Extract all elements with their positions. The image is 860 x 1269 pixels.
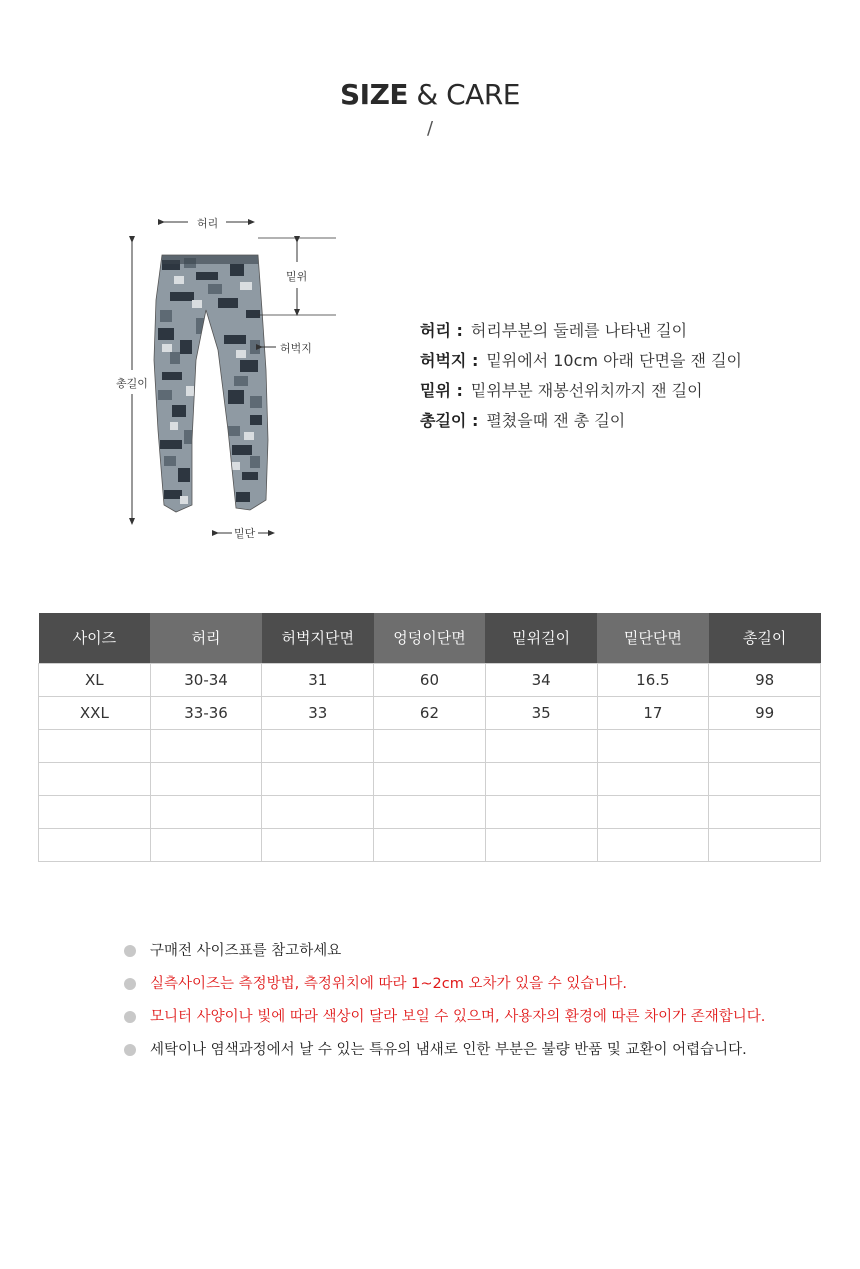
table-cell	[262, 828, 374, 861]
table-cell	[374, 729, 486, 762]
table-cell: 17	[597, 696, 709, 729]
table-cell: 60	[374, 663, 486, 696]
definition-waist: 허리 : 허리부분의 둘레를 나타낸 길이	[420, 321, 688, 340]
label-rise: 밑위	[286, 270, 308, 283]
table-cell: 33-36	[150, 696, 262, 729]
table-row	[39, 729, 821, 762]
table-cell	[150, 795, 262, 828]
table-row	[39, 795, 821, 828]
title-bold: SIZE	[339, 78, 408, 111]
table-cell	[485, 795, 597, 828]
table-cell	[597, 828, 709, 861]
header-waist: 허리	[150, 613, 262, 663]
bullet-icon	[124, 978, 136, 990]
header-hip: 엉덩이단면	[374, 613, 486, 663]
label-thigh: 허벅지	[280, 342, 312, 355]
table-cell	[597, 762, 709, 795]
note-item: 세탁이나 염색과정에서 날 수 있는 특유의 냄새로 인한 부분은 불량 반품 및 교환이 어렵습니다.	[124, 1033, 765, 1066]
table-cell: XL	[39, 663, 151, 696]
label-waist: 허리	[197, 217, 219, 230]
table-cell	[374, 828, 486, 861]
table-cell	[597, 795, 709, 828]
table-row	[39, 762, 821, 795]
table-row	[39, 828, 821, 861]
table-cell: 34	[485, 663, 597, 696]
table-cell	[374, 795, 486, 828]
table-cell	[709, 828, 821, 861]
note-item: 실측사이즈는 측정방법, 측정위치에 따라 1~2cm 오차가 있을 수 있습니다.	[124, 967, 765, 1000]
header-length: 총길이	[709, 613, 821, 663]
definition-length: 총길이 : 펼쳤을때 잰 총 길이	[420, 411, 626, 430]
table-cell: 62	[374, 696, 486, 729]
page-title	[0, 78, 860, 111]
table-cell: 33	[262, 696, 374, 729]
table-cell	[262, 762, 374, 795]
table-cell: 16.5	[597, 663, 709, 696]
bullet-icon	[124, 1011, 136, 1023]
table-cell	[485, 762, 597, 795]
table-cell	[262, 795, 374, 828]
label-length: 총길이	[116, 377, 148, 390]
title-divider: /	[426, 118, 434, 139]
bullet-icon	[124, 945, 136, 957]
label-hem: 밑단	[234, 527, 256, 540]
table-cell: 35	[485, 696, 597, 729]
table-cell	[597, 729, 709, 762]
table-cell	[39, 828, 151, 861]
table-cell: XXL	[39, 696, 151, 729]
definition-rise: 밑위 : 밑위부분 재봉선위치까지 잰 길이	[420, 381, 703, 400]
table-cell	[485, 828, 597, 861]
measurement-definitions	[420, 316, 742, 436]
table-cell	[150, 828, 262, 861]
header-thigh: 허벅지단면	[262, 613, 374, 663]
table-cell	[709, 762, 821, 795]
definition-thigh: 허벅지 : 밑위에서 10cm 아래 단면을 잰 길이	[420, 351, 742, 370]
care-notes	[124, 934, 765, 1066]
table-cell: 30-34	[150, 663, 262, 696]
table-cell	[39, 729, 151, 762]
note-item: 구매전 사이즈표를 참고하세요	[124, 934, 765, 967]
table-cell	[709, 795, 821, 828]
header-hem: 밑단단면	[597, 613, 709, 663]
table-cell	[39, 795, 151, 828]
table-cell: 98	[709, 663, 821, 696]
table-row	[39, 663, 821, 696]
table-cell	[374, 762, 486, 795]
table-cell	[39, 762, 151, 795]
table-cell	[485, 729, 597, 762]
header-rise: 밑위길이	[485, 613, 597, 663]
table-cell: 31	[262, 663, 374, 696]
table-header-row	[39, 613, 821, 663]
table-cell	[262, 729, 374, 762]
table-cell: 99	[709, 696, 821, 729]
table-row	[39, 696, 821, 729]
size-table	[38, 613, 821, 862]
header-size: 사이즈	[39, 613, 151, 663]
note-item: 모니터 사양이나 빛에 따라 색상이 달라 보일 수 있으며, 사용자의 환경에 따른 차이가 존재합니다.	[124, 1000, 765, 1033]
table-cell	[709, 729, 821, 762]
measurement-diagram	[100, 200, 360, 560]
bullet-icon	[124, 1044, 136, 1056]
table-cell	[150, 762, 262, 795]
title-rest: & CARE	[408, 78, 520, 111]
table-cell	[150, 729, 262, 762]
